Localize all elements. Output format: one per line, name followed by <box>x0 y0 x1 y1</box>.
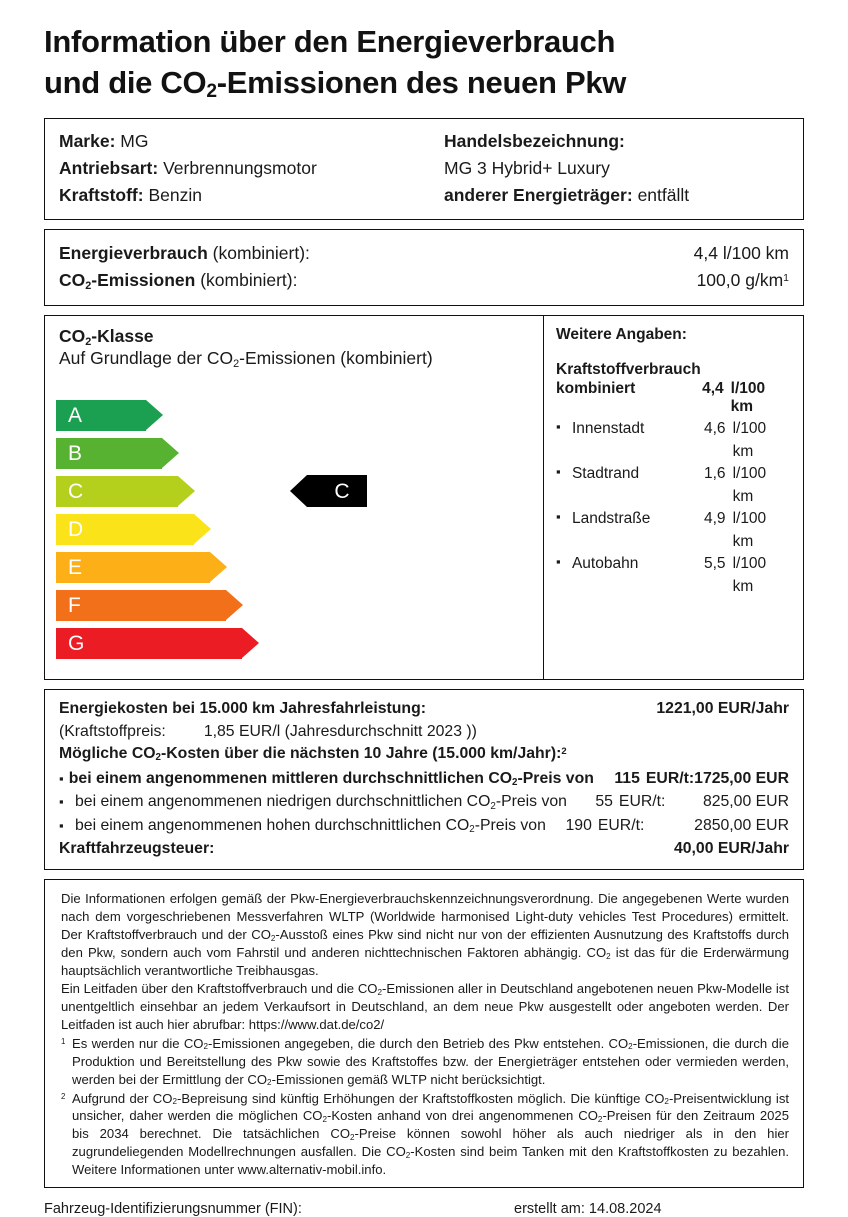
consumption-box <box>44 229 804 306</box>
co2-subscript: 2 <box>322 1115 328 1125</box>
footnote-marker-2: 2 <box>561 745 567 757</box>
co2-class-title: $CO_2$-Klasse <box>59 326 154 348</box>
list-bullet: ▪ <box>556 554 561 570</box>
footnote-marker-1: 1 <box>783 272 789 285</box>
efficiency-bar-arrow-tip <box>162 438 179 468</box>
footnote-1-marker: 1 <box>61 1036 66 1046</box>
energy-cost-label: Energiekosten bei 15.000 km Jahresfahrleistung: <box>59 700 426 718</box>
antriebsart-row <box>59 155 444 182</box>
efficiency-bar-letter: B <box>68 442 83 466</box>
kraftstoffverbrauch-heading: Kraftstoffverbrauch <box>556 361 701 379</box>
co2-price-scenario-row <box>59 790 789 814</box>
scenario-unit: EUR/t: <box>645 769 695 787</box>
footnote-2: $^2$ Aufgrund der $CO_2$-Bepreisung sind künftig Erhöhungen der Kraftstoffkosten möglich. Die künftige $CO_2$-Preisentwicklung ist unsicher, daher werden die möglichen $CO_2$-Kosten anhand von drei angenommenen $CO_2$-Preisen für den Zeitraum 2025 bis 2034 berechnet. Die tatsächlichen $CO_2$-Preise können sowohl höher als auch niedriger als in den hier zugrundeliegenden Modellrechnungen ausfallen. Die $CO_2$-Kosten sind beim Tanken mit den Kraftstoffkosten zu bezahlen. Weitere Informationen unter www.alternativ-mobil.info. <box>61 1090 790 1178</box>
detail-label: Autobahn <box>571 555 639 573</box>
consumption-detail-row <box>556 463 791 508</box>
co2-subscript: 2 <box>85 279 92 292</box>
co2-subscript: 2 <box>490 800 496 812</box>
anderer-energietraeger-label: anderer Energieträger: <box>444 185 633 206</box>
antriebsart-label: Antriebsart: <box>59 157 159 178</box>
page-title <box>44 0 804 104</box>
scenario-text: bei einem angenommenen mittleren durchschnittlichen $CO_2$-Preis von <box>68 769 594 788</box>
scenario-unit: EUR/t: <box>618 793 666 811</box>
detail-unit: l/100 km <box>732 420 767 460</box>
list-bullet: ▪ <box>59 794 64 810</box>
efficiency-bar-body <box>56 400 146 431</box>
vehicle-tax-value: 40,00 EUR/Jahr <box>673 839 789 857</box>
scenario-amount: 825,00 EUR <box>702 793 789 811</box>
efficiency-bar-arrow-tip <box>178 476 195 506</box>
co2-subscript: 2 <box>350 1133 355 1143</box>
title-line-2: und die $CO_2$-Emissionen des neuen Pkw <box>44 64 627 103</box>
co2-class-box <box>44 315 804 680</box>
energy-cost-row <box>59 698 789 720</box>
kraftstoffverbrauch-list <box>556 418 791 598</box>
footnote-2-marker: 2 <box>61 1091 66 1101</box>
fuel-price-label: (Kraftstoffpreis: <box>59 722 166 740</box>
list-bullet: ▪ <box>556 509 561 525</box>
weitere-angaben-heading: Weitere Angaben: <box>556 326 687 344</box>
marke-row <box>59 128 444 155</box>
efficiency-bar-letter: E <box>68 556 83 580</box>
co2-subscript: 2 <box>664 1097 669 1107</box>
co2-subscript: 2 <box>270 933 276 943</box>
costs-box <box>44 689 804 870</box>
vehicle-tax-row <box>59 838 789 860</box>
scenario-price: 190 <box>565 817 592 835</box>
scenario-text: bei einem angenommenen niedrigen durchschnittlichen $CO_2$-Preis von <box>75 793 567 812</box>
co2-subscript: 2 <box>85 335 92 348</box>
energy-consumption-row <box>59 240 789 267</box>
co2-subscript: 2 <box>469 824 475 836</box>
efficiency-bar-arrow-tip <box>242 628 259 658</box>
detail-value: 1,6 <box>704 465 726 483</box>
co2-subscript: 2 <box>203 1042 208 1052</box>
vehicle-identity-box <box>44 118 804 220</box>
marker-arrow-tip <box>290 475 307 507</box>
co2-costs-heading: Mögliche $CO_2$-Kosten über die nächsten 10 Jahre (15.000 km/Jahr):$^2$ <box>59 745 567 764</box>
efficiency-bar-body <box>56 514 194 545</box>
consumption-detail-row <box>556 418 791 463</box>
legal-paragraph-2: Ein Leitfaden über den Kraftstoffverbrauch und die $CO_2$-Emissionen aller in Deutschland angebotenen neuen Pkw-Modelle ist unentgeltlich einsehbar an jedem Verkaufsort in Deutschland, an dem neue Pkw ausgestellt oder angeboten werden. Der Leitfaden ist auch hier abrufbar: https://www.dat.de/co2/ <box>61 980 789 1032</box>
created-date: erstellt am: 14.08.2024 <box>514 1201 662 1217</box>
selected-class-marker <box>307 475 367 507</box>
kraftstoff-value: Benzin <box>148 185 202 206</box>
efficiency-bar-letter: C <box>68 480 84 504</box>
efficiency-bar-body <box>56 628 242 659</box>
fuel-price-value: 1,85 EUR/l (Jahresdurchschnitt 2023 )) <box>203 722 477 740</box>
detail-unit: l/100 km <box>732 510 767 550</box>
consumption-detail-row <box>556 508 791 553</box>
detail-value: 5,5 <box>704 555 726 573</box>
co2-price-scenario-row <box>59 767 789 791</box>
kombiniert-label: kombiniert <box>556 380 636 398</box>
anderer-energietraeger-row <box>444 182 789 209</box>
handelsbezeichnung-label: Handelsbezeichnung: <box>444 130 625 151</box>
vehicle-tax-label: Kraftfahrzeugsteuer: <box>59 839 215 857</box>
legal-paragraph-1: Die Informationen erfolgen gemäß der Pkw-Energieverbrauchskennzeichnungsverordnung. Die angegebenen Werte wurden nach dem vorgeschriebenen Messverfahren WLTP (Worldwide harmonised Light-duty vehicles Test Procedures) ermittelt. Der Kraftstoffverbrauch und der $CO_2$-Ausstoß eines Pkw sind nicht nur von der effizienten Ausnutzung des Kraftstoffs durch den Pkw, sondern auch vom Fahrstil und anderen nichttechnischen Faktoren abhängig. $CO_2$ ist das für die Erderwärmung hauptsächlich verantwortliche Treibhausgas. <box>61 891 789 978</box>
scenario-text: bei einem angenommenen hohen durchschnittlichen $CO_2$-Preis von <box>75 817 546 836</box>
co2-emissions-value: 100,0 $g/km^1$ <box>696 270 789 291</box>
efficiency-bar-arrow-tip <box>194 514 211 544</box>
scenario-price: 115 <box>614 769 640 787</box>
page-footer <box>44 1188 804 1217</box>
legal-notice-box <box>44 879 804 1188</box>
efficiency-bar-arrow-tip <box>226 590 243 620</box>
weitere-angaben-panel <box>543 316 803 679</box>
efficiency-bar-arrow-tip <box>210 552 227 582</box>
kraftstoff-label: Kraftstoff: <box>59 185 144 206</box>
co2-class-subtitle: Auf Grundlage der $CO_2$-Emissionen (kombiniert) <box>59 348 433 370</box>
detail-label: Landstraße <box>571 510 651 528</box>
efficiency-bar-letter: G <box>68 632 85 656</box>
detail-value: 4,6 <box>704 420 726 438</box>
scenario-amount: 2850,00 EUR <box>694 817 789 835</box>
co2-price-scenario-row <box>59 814 789 838</box>
efficiency-bar-body <box>56 552 210 583</box>
efficiency-bar-body <box>56 590 226 621</box>
kraftstoffverbrauch-kombiniert-row <box>556 380 791 416</box>
efficiency-bar-arrow-tip <box>146 400 163 430</box>
marke-label: Marke: <box>59 130 116 151</box>
efficiency-bar-letter: A <box>68 404 83 428</box>
efficiency-bar-letter: F <box>68 594 81 618</box>
scenario-price: 55 <box>595 793 613 811</box>
scenario-unit: EUR/t: <box>597 817 645 835</box>
title-line-1: Information über den Energieverbrauch <box>44 24 616 59</box>
anderer-energietraeger-value: entfällt <box>637 185 690 206</box>
efficiency-bar-body <box>56 438 162 469</box>
kombiniert-value: 4,4 <box>702 380 724 398</box>
list-bullet: ▪ <box>59 818 64 834</box>
list-bullet: ▪ <box>59 770 64 786</box>
marke-value: MG <box>120 130 149 151</box>
detail-unit: l/100 km <box>732 465 767 505</box>
co2-subscript: 2 <box>267 1078 272 1088</box>
co2-subscript: 2 <box>597 1115 603 1125</box>
identity-right-column <box>444 128 789 209</box>
detail-unit: l/100 km <box>732 555 767 595</box>
list-bullet: ▪ <box>556 464 561 480</box>
efficiency-bar-letter: D <box>68 518 84 542</box>
co2-subscript: 2 <box>377 987 383 997</box>
co2-subscript: 2 <box>606 951 611 961</box>
co2-subscript: 2 <box>233 357 240 370</box>
energy-cost-value: 1221,00 EUR/Jahr <box>656 700 789 718</box>
kraftstoff-row <box>59 182 444 209</box>
co2-subscript: 2 <box>512 776 518 788</box>
co2-subscript: 2 <box>155 752 161 764</box>
co2-subscript: 2 <box>172 1097 177 1107</box>
co2-subscript: 2 <box>206 81 217 103</box>
co2-price-scenarios <box>59 767 789 838</box>
vin-label: Fahrzeug-Identifizierungsnummer (FIN): <box>44 1201 302 1217</box>
detail-value: 4,9 <box>704 510 726 528</box>
selected-class-letter: C <box>334 479 350 503</box>
co2-class-left-panel <box>45 316 543 679</box>
detail-label: Innenstadt <box>571 420 645 438</box>
antriebsart-value: Verbrennungsmotor <box>163 157 317 178</box>
efficiency-bar-body <box>56 476 178 507</box>
co2-subscript: 2 <box>405 1151 411 1161</box>
handelsbezeichnung-value: MG 3 Hybrid+ Luxury <box>444 157 610 178</box>
kombiniert-unit: l/100 km <box>730 380 766 416</box>
footnote-1: $^1$ Es werden nur die $CO_2$-Emissionen angegeben, die durch den Betrieb des Pkw entstehen. $CO_2$-Emissionen, die durch die Produktion und Bereitstellung des Pkw sowie des Kraftstoffes bzw. der Energieträger entstehen oder vermieden werden, werden bei der Ermittlung der $CO_2$-Emissionen gemäß WLTP nicht berücksichtigt. <box>61 1035 789 1088</box>
energy-consumption-label: Energieverbrauch (kombiniert): <box>59 243 310 264</box>
list-bullet: ▪ <box>556 419 561 435</box>
co2-emissions-row <box>59 267 789 294</box>
energy-consumption-value: 4,4 l/100 km <box>693 243 789 264</box>
co2-subscript: 2 <box>628 1042 633 1052</box>
consumption-detail-row <box>556 553 791 598</box>
co2-emissions-label: $CO_2$-Emissionen (kombiniert): <box>59 270 298 292</box>
detail-label: Stadtrand <box>571 465 640 483</box>
fuel-price-row <box>59 721 789 743</box>
identity-left-column <box>59 128 444 209</box>
scenario-amount: 1725,00 EUR <box>694 769 789 787</box>
